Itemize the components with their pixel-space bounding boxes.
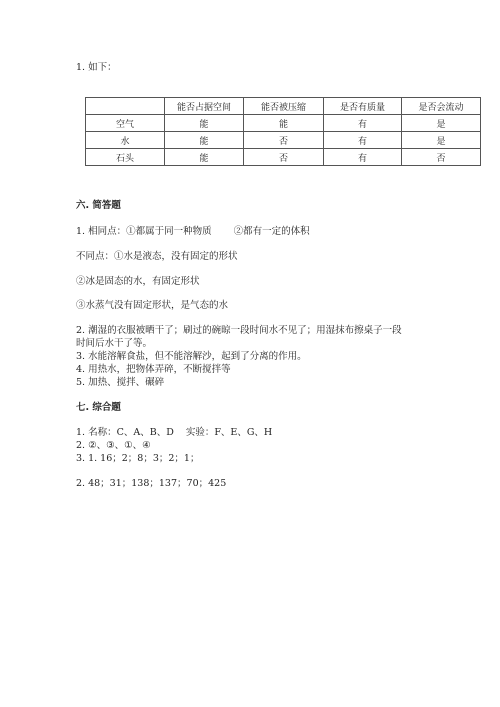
table-cell: 能 [165, 132, 244, 149]
table-header-cell: 能否占据空间 [165, 98, 244, 115]
answer-6-1-diff-1: 不同点：①水是液态，没有固定的形状 [76, 251, 238, 262]
table-cell: 有 [324, 132, 402, 149]
table-cell: 是 [402, 132, 481, 149]
answer-7-2: 2. ②、③、①、④ [76, 440, 151, 451]
table-cell: 水 [86, 132, 165, 149]
answer-6-4: 4. 用热水，把物体弄碎，不断搅拌等 [76, 364, 231, 375]
table-row [86, 149, 481, 166]
table-cell: 能 [244, 115, 324, 132]
names-text: 1. 名称：C、A、B、D [76, 427, 174, 438]
answer-6-1-diff-2: ②冰是固态的水，有固定形状 [76, 276, 200, 287]
table-header-cell: 能否被压缩 [244, 98, 324, 115]
answer-1-intro: 1. 如下： [76, 62, 117, 73]
answer-7-1 [76, 427, 272, 439]
answer-7-3: 3. 1. 16；2；8；3；2；1； [76, 453, 200, 464]
answer-6-3: 3. 水能溶解食盐，但不能溶解沙，起到了分离的作用。 [76, 351, 307, 362]
answer-7-4: 2. 48；31；138；137；70；425 [76, 478, 227, 489]
same-point-2: ②都有一定的体积 [233, 226, 310, 237]
table-row [86, 132, 481, 149]
answer-6-1-same [76, 226, 310, 238]
table-cell: 有 [324, 149, 402, 166]
table-cell: 能 [165, 149, 244, 166]
properties-table [85, 97, 481, 166]
table-cell: 空气 [86, 115, 165, 132]
table-cell: 否 [244, 132, 324, 149]
table-header-cell: 是否有质量 [324, 98, 402, 115]
table-cell: 能 [165, 115, 244, 132]
table-cell: 是 [402, 115, 481, 132]
answer-6-2-line-2: 时间后水干了等。 [76, 338, 153, 349]
table-header-cell: 是否会流动 [402, 98, 481, 115]
table-row [86, 115, 481, 132]
table-header-cell [86, 98, 165, 115]
section-6-heading: 六. 简答题 [76, 200, 121, 211]
answer-6-2-line-1: 2. 潮湿的衣服被晒干了；刷过的碗晾一段时间水不见了；用湿抹布擦桌子一段 [76, 325, 402, 336]
experiment-text: 实验：F、E、G、H [185, 427, 273, 438]
answer-6-1-diff-3: ③水蒸气没有固定形状，是气态的水 [76, 300, 229, 311]
table-cell: 否 [402, 149, 481, 166]
table-cell: 否 [244, 149, 324, 166]
same-point-1: 1. 相同点：①都属于同一种物质 [76, 226, 212, 237]
section-7-heading: 七. 综合题 [76, 402, 121, 413]
table-cell: 有 [324, 115, 402, 132]
answer-6-5: 5. 加热、搅拌、碾碎 [76, 377, 165, 388]
table-cell: 石头 [86, 149, 165, 166]
table-header-row [86, 98, 481, 115]
